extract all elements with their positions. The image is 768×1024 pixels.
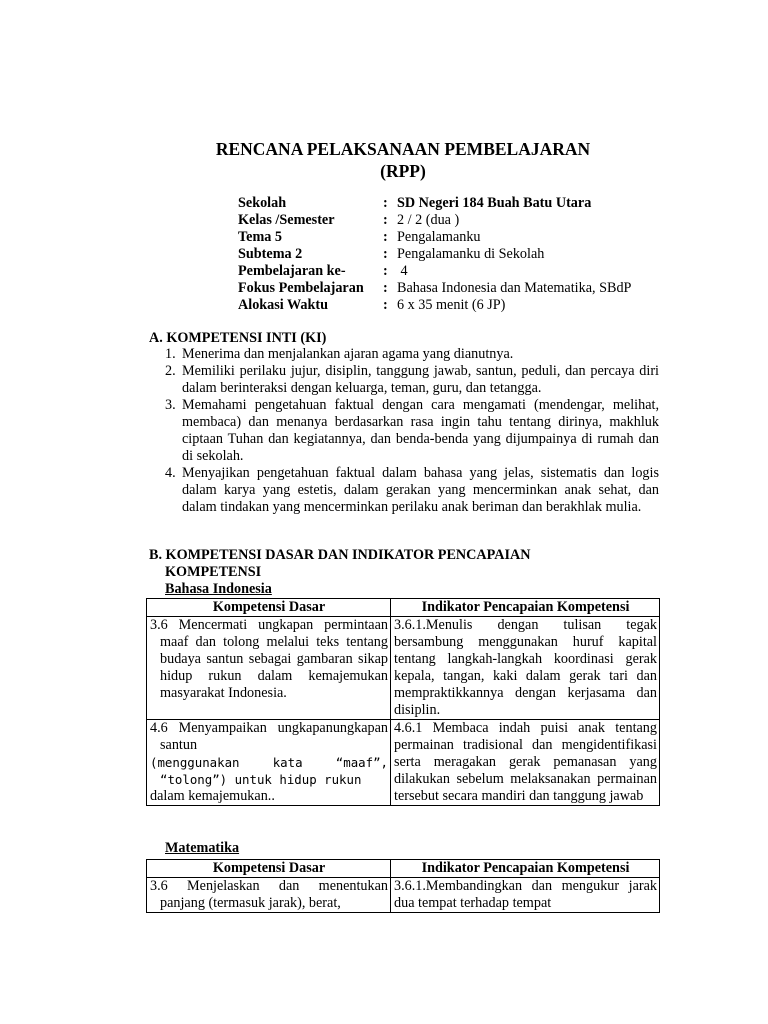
table-cell-kd	[147, 720, 391, 806]
table-bahasa-indonesia	[146, 598, 660, 806]
table-cell-kd: 3.6 Mencermati ungkapan permintaan maaf dan tolong melalui teks tentang budaya santun sebagai gambaran sikap hidup rukun dalam kemajemukan masyarakat Indonesia.	[147, 617, 391, 720]
table-cell-kd: 3.6 Menjelaskan dan menentukan panjang (termasuk jarak), berat,	[147, 878, 391, 913]
section-a-heading: A. KOMPETENSI INTI (KI)	[149, 330, 327, 346]
table-matematika	[146, 859, 660, 913]
identity-colon: :	[383, 297, 388, 313]
identity-value: 4	[397, 263, 408, 279]
list-number: 1.	[165, 346, 176, 362]
identity-label: Fokus Pembelajaran	[238, 280, 364, 296]
identity-row	[238, 212, 631, 229]
identity-colon: :	[383, 229, 388, 245]
identity-label: Sekolah	[238, 195, 287, 211]
identity-colon: :	[383, 195, 388, 211]
identity-value: 6 x 35 menit (6 JP)	[397, 297, 506, 313]
table-row	[147, 720, 660, 806]
identity-label: Tema 5	[238, 229, 283, 245]
identity-colon: :	[383, 263, 388, 279]
table-row	[147, 617, 660, 720]
document-title: RENCANA PELAKSANAAN PEMBELAJARAN	[215, 139, 591, 159]
identity-row	[238, 263, 631, 280]
identity-row	[238, 280, 631, 297]
table-header-row	[147, 599, 660, 617]
column-header-kd: Kompetensi Dasar	[147, 599, 391, 617]
subheading-bahasa-indonesia: Bahasa Indonesia	[165, 581, 272, 597]
list-number: 4.	[165, 465, 176, 481]
section-b-heading: B. KOMPETENSI DASAR DAN INDIKATOR PENCAPAIAN	[149, 547, 531, 563]
ki-list	[165, 346, 659, 516]
table-cell-indikator: 4.6.1 Membaca indah puisi anak tentang permainan tradisional dan mengidentifikasi serta meragakan gerak pemanasan yang dilakukan sebelum melaksanakan permainan tersebut secara mandiri dan tanggung jawab	[391, 720, 660, 806]
list-number: 2.	[165, 363, 176, 379]
kd-line: dalam kemajemukan..	[150, 788, 275, 804]
identity-row	[238, 246, 631, 263]
table-row	[147, 878, 660, 913]
identity-value: SD Negeri 184 Buah Batu Utara	[397, 195, 592, 211]
list-text: Memahami pengetahuan faktual dengan cara mengamati (mendengar, melihat, membaca) dan menanya berdasarkan rasa ingin tahu tentang dirinya, makhluk ciptaan Tuhan dan kegiatannya, dan benda-benda yang dijumpainya di rumah dan di sekolah.	[182, 397, 659, 464]
identity-value: Bahasa Indonesia dan Matematika, SBdP	[397, 280, 632, 296]
identity-row	[238, 195, 631, 212]
identity-label: Alokasi Waktu	[238, 297, 329, 313]
identity-value: Pengalamanku	[397, 229, 481, 245]
subheading-matematika: Matematika	[165, 840, 240, 856]
list-text: Memiliki perilaku jujur, disiplin, tanggung jawab, santun, peduli, dan percaya diri dalam berinteraksi dengan keluarga, teman, guru, dan tetangga.	[182, 363, 659, 396]
list-text: Menyajikan pengetahuan faktual dalam bahasa yang jelas, sistematis dan logis dalam karya yang estetis, dalam gerakan yang mencerminkan anak sehat, dan dalam tindakan yang mencerminkan perilaku anak beriman dan berakhlak mulia.	[182, 465, 659, 515]
column-header-indikator: Indikator Pencapaian Kompetensi	[391, 599, 660, 617]
table-cell-indikator: 3.6.1.Menulis dengan tulisan tegak bersambung menggunakan huruf kapital tentang langkah-langkah koordinasi gerak kepala, tangan, kaki dalam gerak tari dan mempraktikkannya dengan kerjasama dan disiplin.	[391, 617, 660, 720]
section-b-heading-cont: KOMPETENSI	[165, 564, 262, 580]
identity-label: Subtema 2	[238, 246, 303, 262]
list-text: Menerima dan menjalankan ajaran agama yang dianutnya.	[182, 346, 514, 362]
list-item	[165, 346, 659, 363]
list-item	[165, 363, 659, 397]
identity-colon: :	[383, 280, 388, 296]
identity-label: Kelas /Semester	[238, 212, 335, 228]
identity-row	[238, 297, 631, 314]
identity-row	[238, 229, 631, 246]
table-cell-indikator: 3.6.1.Membandingkan dan mengukur jarak dua tempat terhadap tempat	[391, 878, 660, 913]
table-header-row	[147, 860, 660, 878]
column-header-kd: Kompetensi Dasar	[147, 860, 391, 878]
list-number: 3.	[165, 397, 176, 413]
list-item	[165, 465, 659, 516]
identity-value: 2 / 2 (dua )	[397, 212, 460, 228]
list-item	[165, 397, 659, 465]
identity-block	[238, 195, 631, 314]
kd-line: (menggunakan kata “maaf”, “tolong”) untuk hidup rukun	[150, 755, 388, 787]
identity-colon: :	[383, 246, 388, 262]
kd-line: 4.6 Menyampaikan ungkapanungkapan santun	[150, 720, 388, 753]
column-header-indikator: Indikator Pencapaian Kompetensi	[391, 860, 660, 878]
identity-value: Pengalamanku di Sekolah	[397, 246, 545, 262]
identity-colon: :	[383, 212, 388, 228]
document-subtitle: (RPP)	[380, 161, 426, 181]
identity-label: Pembelajaran ke-	[238, 263, 346, 279]
